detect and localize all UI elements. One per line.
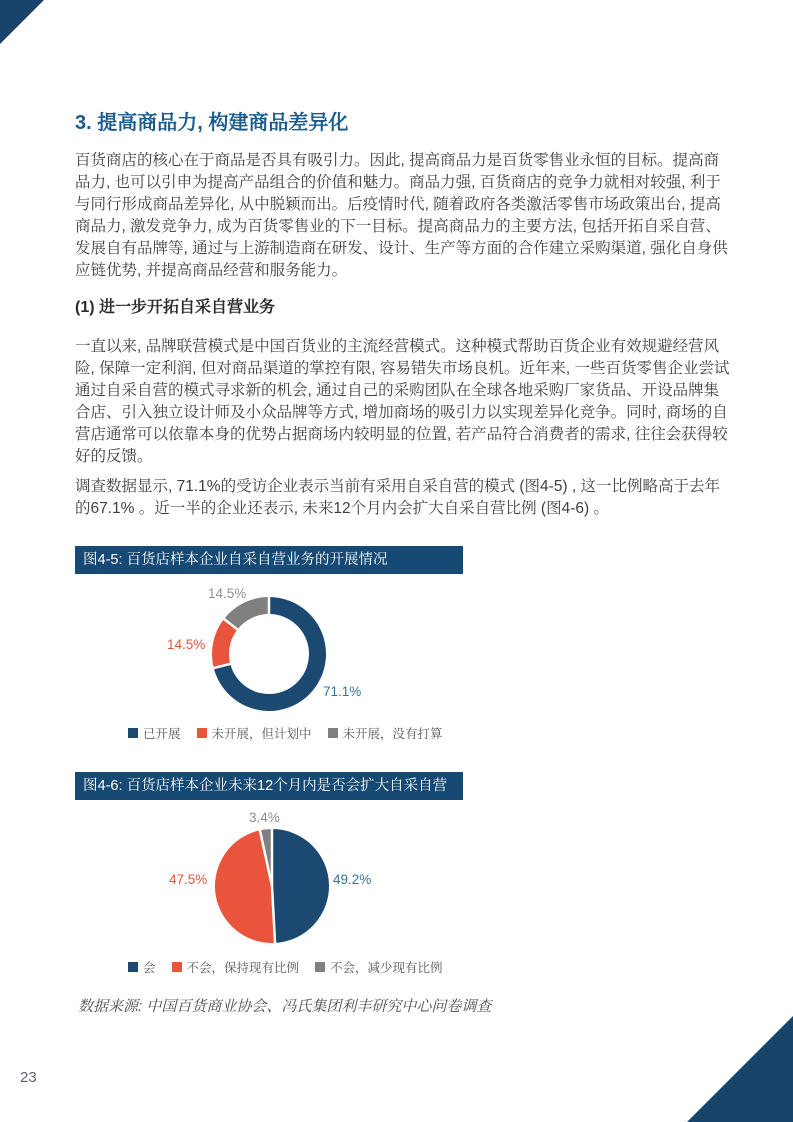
figure-4-5-title-bar: 图4-5: 百货店样本企业自采自营业务的开展情况 [75,546,463,574]
figure-4-5-donut-chart [140,582,400,732]
legend-swatch-red [197,728,207,738]
body-paragraph-1: 百货商店的核心在于商品是否具有吸引力。因此, 提高商品力是百货零售业永恒的目标。提高商品力, 也可以引申为提高产品组合的价值和魅力。商品力强, 百货商店的竞争力就相对较强, 利于与同行形成商品差异化, 从中脱颖而出。后疫情时代, 随着政府各类激活零售市场政策出台, 提高商品力, 激发竞争力, 成为百货零售业的下一目标。提高商品力的主要方法, 包括开拓自采自营、发展自有品牌等, 通过与上游制造商在研发、设计、生产等方面的合作建立采购渠道, 强化自身供应链优势, 并提高商品经营和服务能力。 [75,152,728,279]
legend-item [328,724,443,742]
corner-triangle-bottom-right [687,1016,793,1122]
legend-item [128,958,156,976]
legend-item [315,958,443,976]
legend-label: 未开展，没有打算 [342,727,443,741]
legend-swatch-red [172,962,182,972]
page-title: 3. 提高商品力, 构建商品差异化 [75,112,349,134]
corner-triangle-top-left [0,0,44,44]
legend-label: 已开展 [143,727,181,741]
fig46-label-gray: 3.4% [249,810,280,825]
figure-4-5-legend [128,724,443,742]
section-subheading: (1) 进一步开拓自采自营业务 [75,299,276,316]
legend-label: 不会，减少现有比例 [330,961,443,975]
legend-item [172,958,300,976]
figure-4-6-legend [128,958,443,976]
figure-4-6-title-bar: 图4-6: 百货店样本企业未来12个月内是否会扩大自采自营 [75,772,463,800]
legend-item [128,724,181,742]
legend-swatch-navy [128,728,138,738]
source-note: 数据来源: 中国百货商业协会、冯氏集团利丰研究中心问卷调查 [78,998,492,1015]
fig46-label-red: 47.5% [169,872,208,887]
legend-swatch-gray [328,728,338,738]
fig45-label-red: 14.5% [167,637,206,652]
legend-label: 未开展，但计划中 [211,727,312,741]
legend-label: 不会，保持现有比例 [186,961,300,975]
legend-label: 会 [143,961,156,975]
legend-swatch-gray [315,962,325,972]
fig46-label-blue: 49.2% [333,872,372,887]
body-paragraph-3: 调查数据显示, 71.1%的受访企业表示当前有采用自采自营的模式 (图4-5) , 这一比例略高于去年的67.1% 。近一半的企业还表示, 未来12个月内会扩大自采自营比例 (图4-6) 。 [75,478,721,517]
fig45-label-gray: 14.5% [208,586,247,601]
body-paragraph-2: 一直以来, 品牌联营模式是中国百货业的主流经营模式。这种模式帮助百货企业有效规避经营风险, 保障一定利润, 但对商品渠道的掌控有限, 容易错失市场良机。近年来, 一些百货零售企业尝试通过自采自营的模式寻求新的机会, 通过自己的采购团队在全球各地采购厂家货品、开设品牌集合店、引入独立设计师及小众品牌等方式, 增加商场的吸引力以实现差异化竞争。同时, 商场的自营店通常可以依靠本身的优势占据商场内较明显的位置, 若产品符合消费者的需求, 往往会获得较好的反馈。 [75,338,730,465]
page-number: 23 [20,1069,37,1086]
legend-item [197,724,312,742]
fig45-label-blue: 71.1% [323,684,362,699]
legend-swatch-navy [128,962,138,972]
